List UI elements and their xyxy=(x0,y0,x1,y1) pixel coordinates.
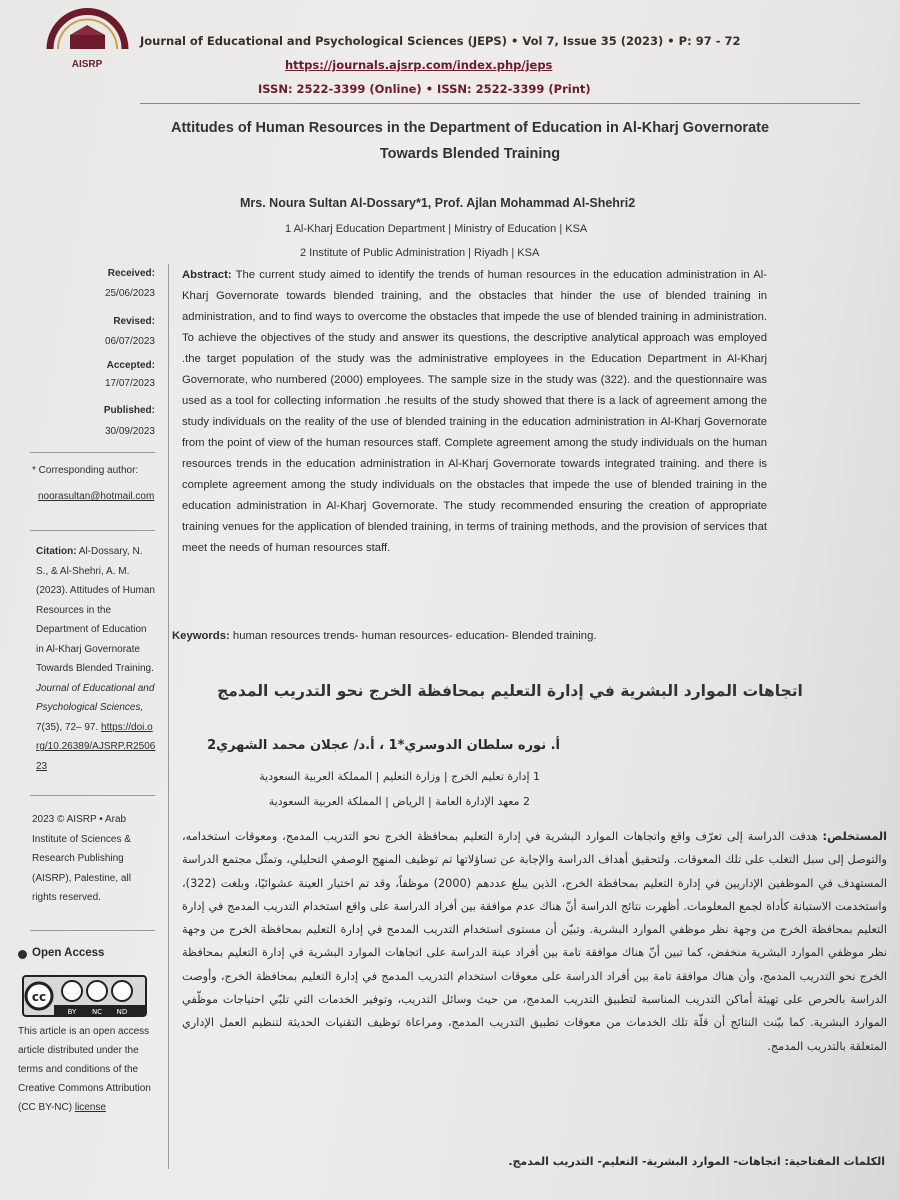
issn-line: ISSN: 2522-3399 (Online) • ISSN: 2522-3399 (Print) xyxy=(258,82,591,96)
svg-text:BY: BY xyxy=(67,1008,77,1016)
sidebar-divider xyxy=(30,930,155,931)
keywords-en xyxy=(172,630,772,642)
journal-url-link[interactable]: https://journals.ajsrp.com/index.php/jeps xyxy=(285,58,553,72)
cc-by-nc-nd-badge[interactable] xyxy=(22,975,147,1017)
arabic-authors: أ. نوره سلطان الدوسري*1 ، أ.د/ عجلان محمد الشهري2 xyxy=(207,738,560,753)
revised-label: Revised: xyxy=(113,316,155,327)
arabic-abstract-text: هدفت الدراسة إلى تعرّف واقع واتجاهات الموارد البشرية في إدارة التعليم بمحافظة الخرج نحو التدريب المدمج، ومعوقات استخدامه، والتوصل إلى سبل التغلب على تلك المعوقات. ولتحقيق أهداف الدراسة والإجابة عن تساؤلاتها تم توظيف المنهج الوصفي التحليلي، وتمثّل مجتمع الدراسة المستهدف في الموظفين الإداريين في إدارة التعليم بمحافظة الخرج، الذين يبلغ عددهم (2000) موظفاً، وقد تم اختيار العينة عشوائيًا، وبلغت (322)، واستخدمت الاستبانة كأداة لجمع المعلومات. أظهرت نتائج الدراسة أنّ هناك عدم موافقة بين أفراد الدراسة على واقع استخدام التدريب المدمج في إدارة التعليم بمحافظة الخرج من وجهة نظر موظفي الموارد البشرية. وتبيّن أن مستوى استخدام التدريب المدمج في إدارة التعليم بمحافظة الخرج من وجهة نظر موظفي الموارد البشرية منخفض، كما تبين أنّ هناك موافقة تامة بين أفراد عينة الدراسة على اتجاهات الموارد البشرية في إدارة التعليم بمحافظة الخرج نحو التدريب المدمج، وأن هناك موافقة تامة بين أفراد الدراسة على معوقات استخدام التدريب المدمج في إدارة التعليم بمحافظة الخرج، وأوصت الدراسة بالحرص على تهيئة أماكن التدريب المناسبة لتطبيق التدريب المدمج، من حيث وسائل التدريب، وتوفير الخدمات التي تلبّي احتياجات موظّفي الموارد البشرية. كما بيّنت النتائج أن قلّة تلك الخدمات من معوقات تطبيق التدريب المدمج، ومراعاة توظيف التقنيات الحديثة لتنظيم العمل الإداري المتعلقة بالتدريب المدمج. xyxy=(182,830,887,1053)
revised-date: 06/07/2023 xyxy=(104,336,155,347)
license-link[interactable]: license xyxy=(74,1102,106,1113)
paper-title-line-2: Towards Blended Training xyxy=(379,146,561,162)
corresponding-label: * Corresponding author: xyxy=(32,465,139,476)
journal-line: Journal of Educational and Psychological Sciences (JEPS) • Vol 7, Issue 35 (2023) • P: 97 - 72 xyxy=(140,34,741,48)
arabic-abstract-label: المستخلص: xyxy=(822,830,888,843)
doi-link[interactable]: https://doi.org/10.26389/AJSRP.R250623 xyxy=(36,721,156,772)
sidebar-divider xyxy=(30,795,155,796)
aisrp-logo xyxy=(40,5,135,77)
license-notice: This article is an open access article distributed under the terms and conditions of the Creative Commons Attribution (CC BY-NC) license xyxy=(18,1026,151,1113)
column-divider xyxy=(168,264,169,1169)
header-divider xyxy=(140,103,860,104)
accepted-label: Accepted: xyxy=(106,360,155,371)
arabic-title: اتجاهات الموارد البشرية في إدارة التعليم بمحافظة الخرج نحو التدريب المدمج xyxy=(217,682,803,700)
arabic-abstract xyxy=(182,825,887,1058)
corresponding-email-link[interactable]: noorasultan@hotmail.com xyxy=(38,491,155,502)
arabic-affiliation-1: 1 إدارة تعليم الخرج | وزارة التعليم | المملكة العربية السعودية xyxy=(259,770,540,783)
logo-text: AISRP xyxy=(71,59,103,70)
abstract-en xyxy=(182,265,767,559)
published-date: 30/09/2023 xyxy=(104,426,155,437)
arabic-affiliation-2: 2 معهد الإدارة العامة | الرياض | المملكة العربية السعودية xyxy=(268,795,530,808)
keywords-label: Keywords: xyxy=(172,630,230,642)
svg-text:cc: cc xyxy=(31,990,47,1004)
open-access-label: Open Access xyxy=(32,947,105,959)
abstract-text: The current study aimed to identify the trends of human resources in the education administration in Al-Kharj Governorate towards blended training, and the obstacles that hinder the use of blended training in administration, and to find ways to overcome the obstacles that impede the use of blended training in administration. To achieve the objectives of the study and answer its questions, the descriptive analytical approach was employed .the target population of the study was the administrative employees in the Education Department in Al-Kharj Governorate, who numbered (2000) employees. The sample size in the study was (322). and the questionnaire was used as a tool for collecting information .he results of the study showed that there is a lack of agreement among the study individuals on the reality of the use of blended training in the education administration in Al-Kharj Governorate from the point of view of the human resources staff. Complete agreement among the study individuals on the human resources trends in the education administration in Al-Kharj Governorate towards integrated training. and there is complete agreement among the study individuals on the obstacles that impede the use of blended training in the education administration in Al-Kharj Governorate. The study recommended ensuring the creation of appropriate training venues for the application of blended training, in terms of training methods, and the provision of services that meet the needs of human resources staff. xyxy=(182,269,767,554)
paper-title-line-1: Attitudes of Human Resources in the Department of Education in Al-Kharj Governorate xyxy=(170,120,770,136)
citation-block: Citation: Al-Dossary, N. S., & Al-Shehri, A. M. (2023). Attitudes of Human Resources in the Department of Education in Al-Kharj Governorate Towards Blended Training. Journal of Educational and Psychological Sciences, 7(35), 72– 97. https://doi.org/10.26389/AJSRP.R250623 xyxy=(36,546,156,772)
svg-text:ND: ND xyxy=(116,1008,128,1016)
received-label: Received: xyxy=(107,268,155,279)
sidebar-divider xyxy=(30,530,155,531)
copyright-notice: 2023 © AISRP • Arab Institute of Sciences & Research Publishing (AISRP), Palestine, all rights reserved. xyxy=(32,814,131,903)
arabic-keywords: الكلمات المفتاحية: اتجاهات- الموارد البشرية- التعليم- التدريب المدمج. xyxy=(508,1155,885,1168)
svg-text:NC: NC xyxy=(91,1008,103,1016)
published-label: Published: xyxy=(103,405,155,416)
affiliation-1: 1 Al-Kharj Education Department | Ministry of Education | KSA xyxy=(285,223,588,235)
sidebar-divider xyxy=(30,452,155,453)
abstract-label: Abstract: xyxy=(182,269,232,281)
author-list: Mrs. Noura Sultan Al-Dossary*1, Prof. Ajlan Mohammad Al-Shehri2 xyxy=(240,196,636,210)
open-access-lock-icon xyxy=(18,950,27,960)
keywords-text: human resources trends- human resources- education- Blended training. xyxy=(232,630,597,642)
received-date: 25/06/2023 xyxy=(104,288,155,299)
accepted-date: 17/07/2023 xyxy=(104,378,155,389)
affiliation-2: 2 Institute of Public Administration | Riyadh | KSA xyxy=(300,247,540,259)
